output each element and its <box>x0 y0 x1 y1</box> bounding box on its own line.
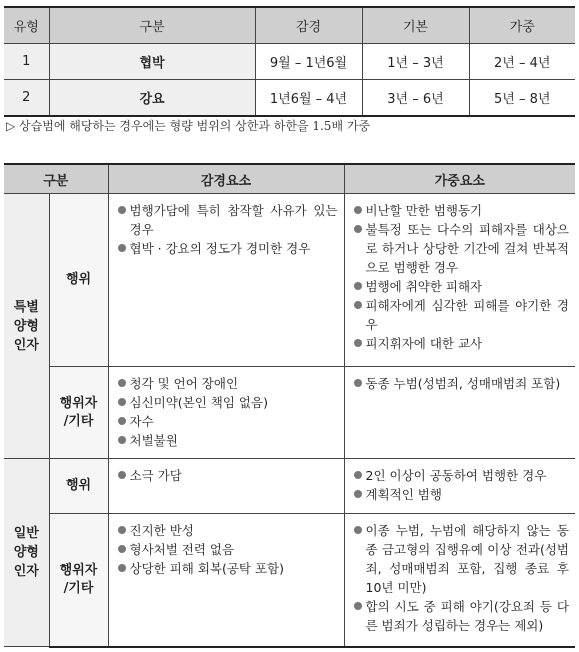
list-item: 상당한 피해 회복(공탁 포함) <box>117 559 338 578</box>
list-item: 범행가담에 특히 참작할 사유가 있는 경우 <box>117 201 338 239</box>
sub-label-actor: 행위자 /기타 <box>49 367 108 459</box>
list-item: 범행에 취약한 피해자 <box>353 277 570 296</box>
header-category: 구분 <box>4 164 108 194</box>
sentencing-range-table <box>4 6 575 117</box>
list-item: 청각 및 언어 장애인 <box>117 374 338 393</box>
habitual-offender-note: ▷ 상습범에 해당하는 경우에는 형량 범위의 상한과 하한을 1.5배 가중 <box>6 119 371 133</box>
list-item: 진지한 반성 <box>117 521 338 540</box>
list-item: 동종 누범(성범죄, 성매매범죄 포함) <box>353 374 570 393</box>
base-cell: 3년 – 6년 <box>362 80 469 117</box>
reduce-cell: 1년6월 – 4년 <box>255 80 362 117</box>
list-item: 피지휘자에 대한 교사 <box>353 334 570 353</box>
table-header-row <box>4 164 575 194</box>
type-cell: 1 <box>4 44 49 80</box>
sub-label-act: 행위 <box>49 194 108 367</box>
kind-cell: 협박 <box>49 44 255 80</box>
type-cell: 2 <box>4 80 49 117</box>
header-base: 기본 <box>362 7 469 44</box>
base-cell: 1년 – 3년 <box>362 44 469 80</box>
list-item: 형사처벌 전력 없음 <box>117 540 338 559</box>
aggravating-cell <box>344 459 575 514</box>
group-label-special: 특별 양형 인자 <box>4 194 49 459</box>
header-kind: 구분 <box>49 7 255 44</box>
mitigating-cell <box>108 514 344 647</box>
kind-cell: 강요 <box>49 80 255 117</box>
list-item: 피해자에게 심각한 피해를 야기한 경우 <box>353 296 570 334</box>
aggravating-cell <box>344 367 575 459</box>
header-reduce: 감경 <box>255 7 362 44</box>
sub-label-actor: 행위자 /기타 <box>49 514 108 647</box>
table-header-row <box>4 7 575 44</box>
list-item: 합의 시도 중 피해 야기(강요죄 등 다른 범죄가 성립하는 경우는 제외) <box>353 597 570 635</box>
list-item: 처벌불원 <box>117 431 338 450</box>
aggravate-cell: 2년 – 4년 <box>469 44 575 80</box>
list-item: 자수 <box>117 412 338 431</box>
header-aggravating: 가중요소 <box>344 164 575 194</box>
aggravate-cell: 5년 – 8년 <box>469 80 575 117</box>
sentencing-factors-table <box>4 163 575 648</box>
table-row <box>4 459 575 514</box>
table-row <box>4 367 575 459</box>
sub-label-act: 행위 <box>49 459 108 514</box>
table-row <box>4 80 575 117</box>
mitigating-cell <box>108 459 344 514</box>
aggravating-cell <box>344 514 575 647</box>
table-row <box>4 194 575 367</box>
list-item: 소극 가담 <box>117 466 338 485</box>
list-item: 비난할 만한 범행동기 <box>353 201 570 220</box>
list-item: 이종 누범, 누범에 해당하지 않는 동종 금고형의 집행유예 이상 전과(성범죄, 성매매범죄 포함, 집행 종료 후 10년 미만) <box>353 521 570 597</box>
mitigating-cell <box>108 367 344 459</box>
group-label-general: 일반 양형 인자 <box>4 459 49 647</box>
list-item: 심신미약(본인 책임 없음) <box>117 393 338 412</box>
header-mitigating: 감경요소 <box>108 164 344 194</box>
mitigating-cell <box>108 194 344 367</box>
reduce-cell: 9월 – 1년6월 <box>255 44 362 80</box>
list-item: 계획적인 범행 <box>353 485 570 504</box>
table-row <box>4 514 575 647</box>
header-aggravate: 가중 <box>469 7 575 44</box>
aggravating-cell <box>344 194 575 367</box>
list-item: 불특정 또는 다수의 피해자를 대상으로 하거나 상당한 기간에 걸쳐 반복적으로 범행한 경우 <box>353 220 570 277</box>
list-item: 협박 · 강요의 정도가 경미한 경우 <box>117 239 338 258</box>
table-row <box>4 44 575 80</box>
list-item: 2인 이상이 공동하여 범행한 경우 <box>353 466 570 485</box>
header-type: 유형 <box>4 7 49 44</box>
